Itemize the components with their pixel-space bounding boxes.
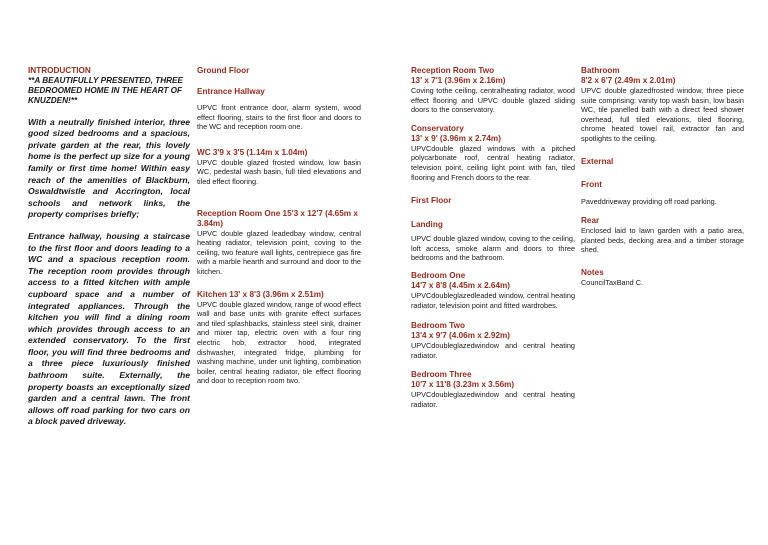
rear-text: Enclosed laid to lawn garden with a patio area, planted beds, decking area and a timber storage shed.: [581, 226, 744, 255]
kitchen-heading: Kitchen 13' x 8'3 (3.96m x 2.51m): [197, 289, 324, 299]
wc-text: UPVC double glazed frosted window, low basin WC, pedestal wash basin, full tiled elevations and tiled effect flooring.: [197, 157, 361, 186]
ground-floor-heading: Ground Floor: [197, 66, 250, 75]
front-heading: Front: [581, 179, 602, 189]
bathroom-heading: Bathroom: [581, 66, 620, 75]
bedroom-two-dimensions: 13'4 x 9'7 (4.06m x 2.92m): [411, 331, 511, 341]
kitchen-text: UPVC double glazed window, range of wood effect wall and base units with granite effect surfaces and tiled splashbacks, stainless steel sink, drainer and mixer tap, electric oven with a four ring electric hob, extractor hood, integrated dishwasher, integrated fridge, plumbing for washing machine, under unit lighting, combination boiler, central heating radiator, tile effect flooring and door to reception room two.: [197, 299, 361, 386]
conservatory-text: UPVCdouble glazed windows with a pitched polycarbonate roof, central heating radiator, television point, ceiling light point with fan, tiled flooring and French doors to the rear.: [411, 143, 575, 182]
notes-heading: Notes: [581, 267, 604, 277]
bedroom-one-dimensions: 14'7 x 8'8 (4.45m x 2.64m): [411, 280, 511, 290]
bedroom-two-text: UPVCdoubleglazedwindow and central heating radiator.: [411, 341, 575, 360]
intro-subheading: **A BEAUTIFULLY PRESENTED, THREE BEDROOMED HOME IN THE HEART OF KNUZDEN!**: [28, 76, 183, 106]
intro-heading: INTRODUCTION: [28, 66, 91, 75]
conservatory-dimensions: 13' x 9' (3.96m x 2.74m): [411, 133, 501, 143]
bedroom-one-text: UPVCdoubleglazedleaded window, central heating radiator, television point and fitted wardrobes.: [411, 290, 575, 310]
front-text: Paveddriveway providing off road parking.: [581, 196, 717, 206]
external-column: [581, 66, 744, 288]
first-floor-column: [411, 66, 575, 410]
landing-heading: Landing: [411, 220, 443, 230]
wc-heading: WC 3'9 x 3'5 (1.14m x 1.04m): [197, 147, 308, 157]
rear-heading: Rear: [581, 216, 600, 226]
bedroom-three-heading: Bedroom Three: [411, 370, 472, 380]
intro-paragraph-1: With a neutrally finished interior, three good sized bedrooms and a spacious, private garden at the rear, this lovely home is the perfect up size for a young family or first time home! Within easy reach of the amenities of Blackburn, Oswaldtwistle and Accrington, local schools and network links, the property comprises briefly;: [28, 116, 190, 220]
entrance-hallway-text: UPVC front entrance door, alarm system, wood effect flooring, stairs to the first floor and doors to the WC and reception room one.: [197, 103, 361, 132]
intro-paragraph-2: Entrance hallway, housing a staircase to the first floor and doors leading to a WC and a spacious reception room. The reception room provides through access to a fitted kitchen with ample cupboard space and a number of integrated appliances. Through the kitchen you will find a dining room which provides through access to an extended conservatory. To the first floor, you will find three bedrooms and a three piece luxuriously finished bathroom suite. Externally, the property boasts an exceptionally sized garden and a central lawn. The front allows off road parking for two cars on a block paved driveway.: [28, 230, 190, 427]
reception-room-two-heading: Reception Room Two: [411, 66, 495, 75]
ground-floor-column: [197, 66, 361, 386]
bedroom-one-heading: Bedroom One: [411, 270, 466, 280]
intro-column: [28, 66, 190, 428]
reception-room-two-dimensions: 13' x 7'1 (3.96m x 2.16m): [411, 76, 506, 85]
bedroom-two-heading: Bedroom Two: [411, 321, 465, 331]
external-heading: External: [581, 156, 614, 166]
reception-room-one-text: UPVC double glazed leadedbay window, central heating radiator, television point, coving to the ceiling, two feature wall lights, centrepiece gas fire with a marble hearth and surround and door to the kitchen.: [197, 228, 361, 276]
bathroom-text: UPVC double glazedfrosted window, three piece suite comprising: vanity top wash basin, low basin WC, tile panelled bath with a direct feed shower overhead, full tiled elevations, tiled flooring, chrome heated towel rail, extractor fan and spotlights to the ceiling.: [581, 86, 744, 143]
landing-text: UPVC double glazed window, coving to the ceiling, loft access, smoke alarm and doors to three bedrooms and the bathroom.: [411, 234, 575, 263]
notes-text: CouncilTaxBand C.: [581, 277, 644, 287]
bedroom-three-text: UPVCdoubleglazedwindow and central heating radiator.: [411, 390, 575, 409]
reception-room-one-heading: Reception Room One 15'3 x 12'7 (4.65m x 3.84m): [197, 208, 358, 228]
bedroom-three-dimensions: 10'7 x 11'8 (3.23m x 3.56m): [411, 380, 515, 390]
entrance-hallway-heading: Entrance Hallway: [197, 87, 265, 96]
bathroom-dimensions: 8'2 x 6'7 (2.49m x 2.01m): [581, 76, 676, 85]
reception-room-two-text: Coving tothe ceiling, centralheating radiator, wood effect flooring and UPVC double glazed sliding doors to the conservatory.: [411, 86, 575, 115]
first-floor-heading: First Floor: [411, 196, 452, 206]
conservatory-heading: Conservatory: [411, 123, 464, 133]
